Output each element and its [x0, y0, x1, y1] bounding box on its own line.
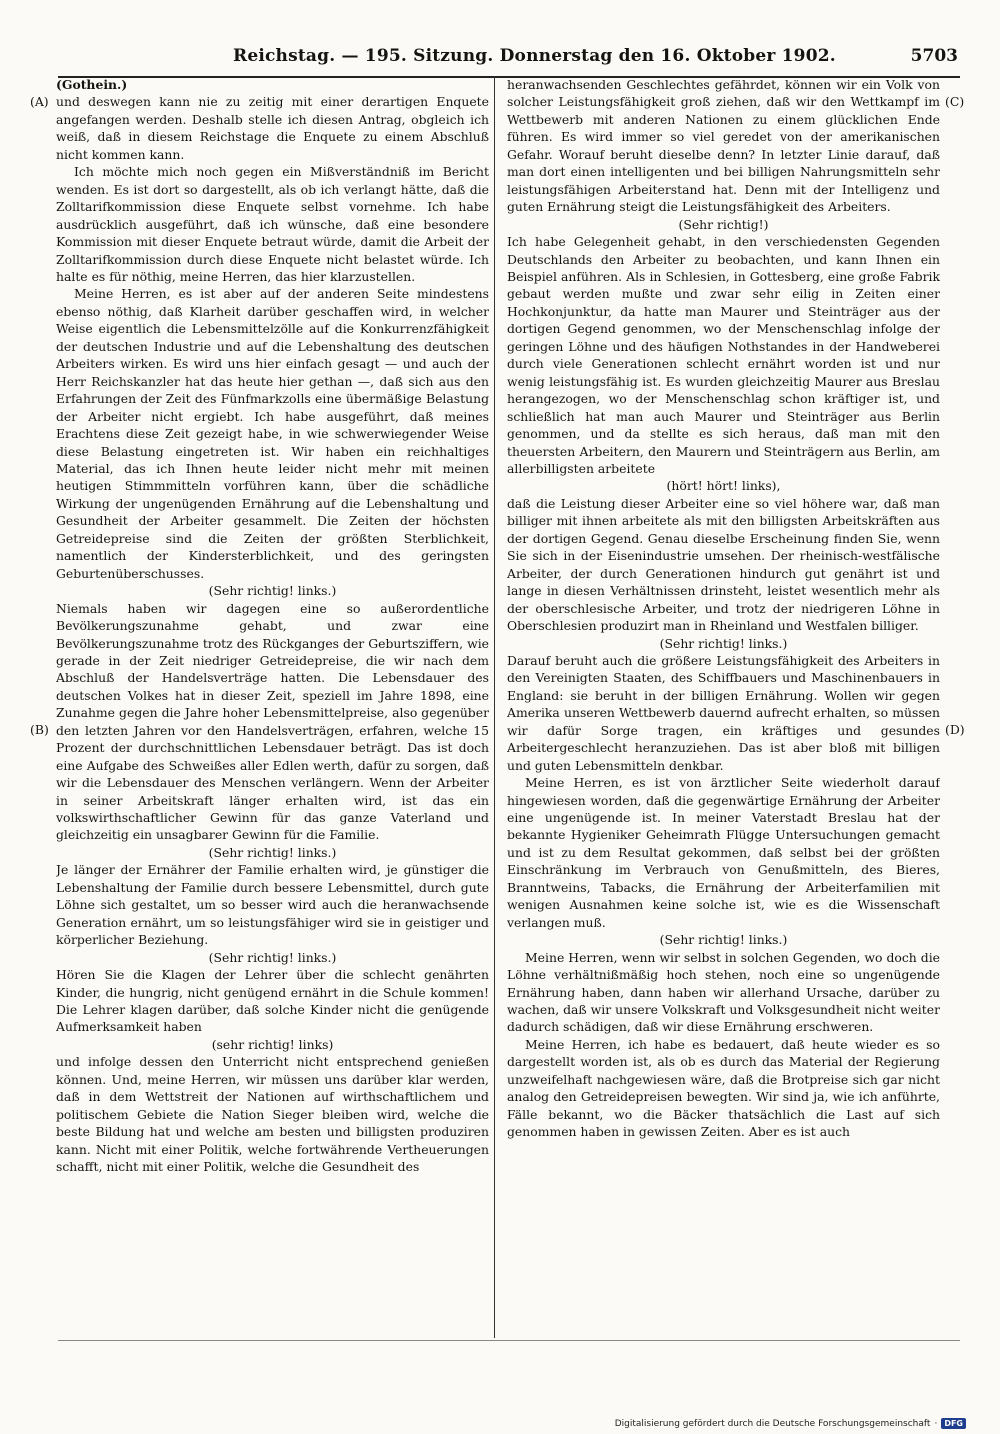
paragraph: Ich habe Gelegenheit gehabt, in den verschiedensten Gegenden Deutschlands den Arbeiter zu beobachten, und kann Ihnen ein Beispiel anführen. Als in Schlesien, in Gottesberg, eine große Fabrik gebaut werden mußte und zwar sehr eilig in Zeiten einer Hochkonjunktur, da hatte man Maurer und Steinträger aus der dortigen Gegend genommen, wo der Menschenschlag infolge der geringen Löhne und des häufigen Nothstandes in der Handweberei durch viele Generationen schlecht ernährt worden ist und nur wenig leistungsfähig ist. Es wurden gleichzeitig Maurer aus Breslau herangezogen, wo der Menschenschlag schon kräftiger ist, und schließlich hat man auch Maurer und Steinträger aus Berlin genommen, und da stellte es sich heraus, daß man mit den theuersten Arbeitern, den Maurern und Steinträgern aus Berlin, am allerbilligsten arbeitete: [507, 234, 940, 476]
paragraph: und deswegen kann nie zu zeitig mit einer derartigen Enquete angefangen werden. Deshalb stelle ich diesen Antrag, obgleich ich weiß, daß in diesem Reichstage die Enquete zu einem Abschluß nicht kommen kann.: [56, 94, 489, 162]
interjection: (hört! hört! links),: [666, 478, 781, 494]
paragraph: Meine Herren, wenn wir selbst in solchen Gegenden, wo doch die Löhne verhältnißmäßig hoch stehen, noch eine so ungenügende Ernährung haben, dann haben wir allerhand Ursache, darüber zu wachen, daß wir unsere Volkskraft und Volksgesundheit nicht weiter dadurch schädigen, daß wir diese Ernährung erschweren.: [507, 949, 940, 1035]
left-column: [56, 76, 489, 1336]
bottom-rule: [58, 1340, 960, 1341]
interjection: (Sehr richtig! links.): [208, 583, 337, 599]
paragraph: daß die Leistung dieser Arbeiter eine so viel höhere war, daß man billiger mit ihnen arbeitete als mit den billigsten Arbeitskräften aus der dortigen Gegend. Genau dieselbe Erscheinung finden Sie, wenn Sie sich in der Eisenindustrie umsehen. Der rheinisch-westfälische Arbeiter, der durch Generationen hindurch gut genährt ist und lange in diesen Verhältnissen drinsteht, leistet wesentlich mehr als der oberschlesische Arbeiter, und trotz der niedrigeren Löhne in Oberschlesien produzirt man in Rheinland und Westfalen billiger.: [507, 495, 940, 634]
paragraph: Hören Sie die Klagen der Lehrer über die schlecht genährten Kinder, die hungrig, nicht genügend ernährt in die Schule kommen! Die Lehrer klagen darüber, daß solche Kinder nicht die genügende Aufmerksamkeit haben: [56, 967, 489, 1035]
running-title: Reichstag. — 195. Sitzung. Donnerstag den 16. Oktober 1902.: [233, 46, 836, 66]
page-number: 5703: [910, 46, 958, 66]
column-divider: [494, 76, 495, 1338]
interjection: (Sehr richtig!): [678, 216, 769, 232]
margin-marker-c: (C): [945, 94, 965, 109]
paragraph: Meine Herren, es ist von ärztlicher Seite wiederholt darauf hingewiesen worden, daß die gegenwärtige Ernährung der Arbeiter eine ungenügende ist. In meiner Vaterstadt Breslau hat der bekannte Hygieniker Geheimrath Flügge Untersuchungen gemacht und ist zu dem Resultat gekommen, daß selbst bei der größten Einschränkung im Verbrauch von Genußmitteln, des Bieres, Branntweins, Tabacks, die Ernährung der Arbeiterfamilien mit wenigen Ausnahmen keine solche ist, wie es die Wissenschaft verlangen muß.: [507, 775, 940, 930]
paragraph: und infolge dessen den Unterricht nicht entsprechend genießen können. Und, meine Herren, wir müssen uns darüber klar werden, daß in dem Wettstreit der Nationen auf wirthschaftlichem und politischem Gebiete die Nation Sieger bleiben wird, welche die beste Bildung hat und welche am besten und billigsten produziren kann. Nicht mit einer Politik, welche fortwährende Vertheuerungen schafft, nicht mit einer Politik, welche die Gesundheit des: [56, 1054, 489, 1175]
margin-marker-b: (B): [30, 722, 49, 737]
paragraph: Niemals haben wir dagegen eine so außerordentliche Bevölkerungszunahme gehabt, und zwar eine Bevölkerungszunahme trotz des Rückganges der Geburtsziffern, wie gerade in der Zeit niedriger Getreidepreise, die wir nach dem Abschluß der Handelsverträge hatten. Die Lebensdauer des deutschen Volkes hat in dieser Zeit, speziell im Jahre 1898, eine Zunahme gegen die Jahre hoher Lebensmittelpreise, also gegenüber den letzten Jahren vor den Handelsverträgen, erfahren, welche 15 Prozent der durchschnittlichen Lebensdauer beträgt. Das ist doch eine Aufgabe des Schweißes aller Edlen werth, dafür zu sorgen, daß wir die Lebensdauer des Menschen verlängern. Wenn der Arbeiter in seiner Arbeitskraft länger erhalten wird, ist das ein volkswirthschaftlicher Gewinn für das ganze Vaterland und gleichzeitig ein unsagbarer Gewinn für die Familie.: [56, 600, 489, 843]
interjection: (Sehr richtig! links.): [208, 844, 337, 860]
paragraph: Meine Herren, ich habe es bedauert, daß heute wieder es so dargestellt worden ist, als ob es durch das Material der Regierung unzweifelhaft nachgewiesen wäre, daß die Brotpreise sich gar nicht analog den Getreidepreisen bewegten. Wir sind ja, wie ich anführte, Fälle bekannt, wo die Bäcker thatsächlich die Last auf sich genommen haben in gewissen Zeiten. Aber es ist auch: [507, 1036, 940, 1140]
interjection: (Sehr richtig! links.): [659, 635, 788, 651]
speaker-name: (Gothein.): [56, 77, 128, 92]
paragraph: Je länger der Ernährer der Familie erhalten wird, je günstiger die Lebenshaltung der Familie durch bessere Lebensmittel, durch gute Löhne sich gestaltet, um so besser wird auch die heranwachsende Generation ernährt, um so leistungsfähiger wird sie in geistiger und körperlicher Beziehung.: [56, 862, 489, 948]
margin-marker-a: (A): [30, 94, 49, 109]
footer: Digitalisierung gefördert durch die Deutsche Forschungsgemeinschaft · DFG: [615, 1418, 966, 1429]
paragraph: Darauf beruht auch die größere Leistungsfähigkeit des Arbeiters in den Vereinigten Staaten, des Schiffbauers und Maschinenbauers in England: sie beruht in der billigen Ernährung. Wollen wir gegen Amerika unseren Wettbewerb dauernd aufrecht erhalten, so müssen wir dafür Sorge tragen, ein kräftiges und gesundes Arbeitergeschlecht heranzuziehen. Das ist aber bloß mit billigen und guten Lebensmitteln denkbar.: [507, 652, 940, 773]
paragraph: Ich möchte mich noch gegen ein Mißverständniß im Bericht wenden. Es ist dort so dargestellt, als ob ich verlangt hätte, daß die Zolltarifkommission diese Enquete selbst vornehme. Ich habe ausdrücklich ausgeführt, daß ich wünsche, daß eine besondere Kommission mit dieser Enquete betraut würde, damit die Arbeit der Zolltarifkommission durch diese Enquete nicht belastet würde. Ich halte es für nöthig, meine Herren, das hier klarzustellen.: [56, 164, 489, 284]
interjection: (sehr richtig! links): [211, 1036, 334, 1052]
margin-marker-d: (D): [945, 722, 965, 737]
footer-credit: Digitalisierung gefördert durch die Deutsche Forschungsgemeinschaft: [614, 1418, 931, 1429]
paragraph: Meine Herren, es ist aber auf der anderen Seite mindestens ebenso nöthig, daß Klarheit darüber geschaffen wird, in welcher Weise eigentlich die Lebensmittelzölle auf die Konkurrenzfähigkeit der deutschen Industrie und auf die Lebenshaltung des deutschen Arbeiters wirken. Es wird uns hier einfach gesagt — und auch der Herr Reichskanzler hat das heute hier gethan —, daß sich aus den Erfahrungen der Zeit des Fünfmarkzolls eine übermäßige Belastung der Arbeiter nicht ergiebt. Ich habe ausgeführt, daß meines Erachtens diese Zeit gezeigt habe, in wie schwerwiegender Weise diese Belastung eingetreten ist. Wir haben ein reichhaltiges Material, das ich Ihnen heute leider nicht mehr mit meinen heutigen Stimmmitteln vorführen kann, über die schädliche Wirkung der ungenügenden Ernährung auf die Lebenshaltung und Gesundheit der Arbeiter gesammelt. Die Zeiten der höchsten Getreidepreise sind die Zeiten der größten Sterblichkeit, namentlich der Kindersterblichkeit, und des geringsten Geburtenüberschusses.: [56, 286, 489, 581]
dfg-logo: DFG: [941, 1418, 966, 1429]
interjection: (Sehr richtig! links.): [208, 949, 337, 965]
interjection: (Sehr richtig! links.): [659, 932, 788, 948]
page-header: [58, 42, 960, 78]
right-column: [507, 76, 940, 1336]
paragraph: heranwachsenden Geschlechtes gefährdet, können wir ein Volk von solcher Leistungsfähigkeit groß ziehen, daß wir den Wettkampf im Wettbewerb mit anderen Nationen zu einem glücklichen Ende führen. Es wird immer so viel geredet von der amerikanischen Gefahr. Worauf beruht dieselbe denn? In letzter Linie darauf, daß man dort einen intelligenten und bei billigen Nahrungsmitteln sehr leistungsfähigen Arbeiterstand hat. Denn mit der Intelligenz und guten Ernährung steigt die Leistungsfähigkeit des Arbeiters.: [507, 77, 940, 215]
